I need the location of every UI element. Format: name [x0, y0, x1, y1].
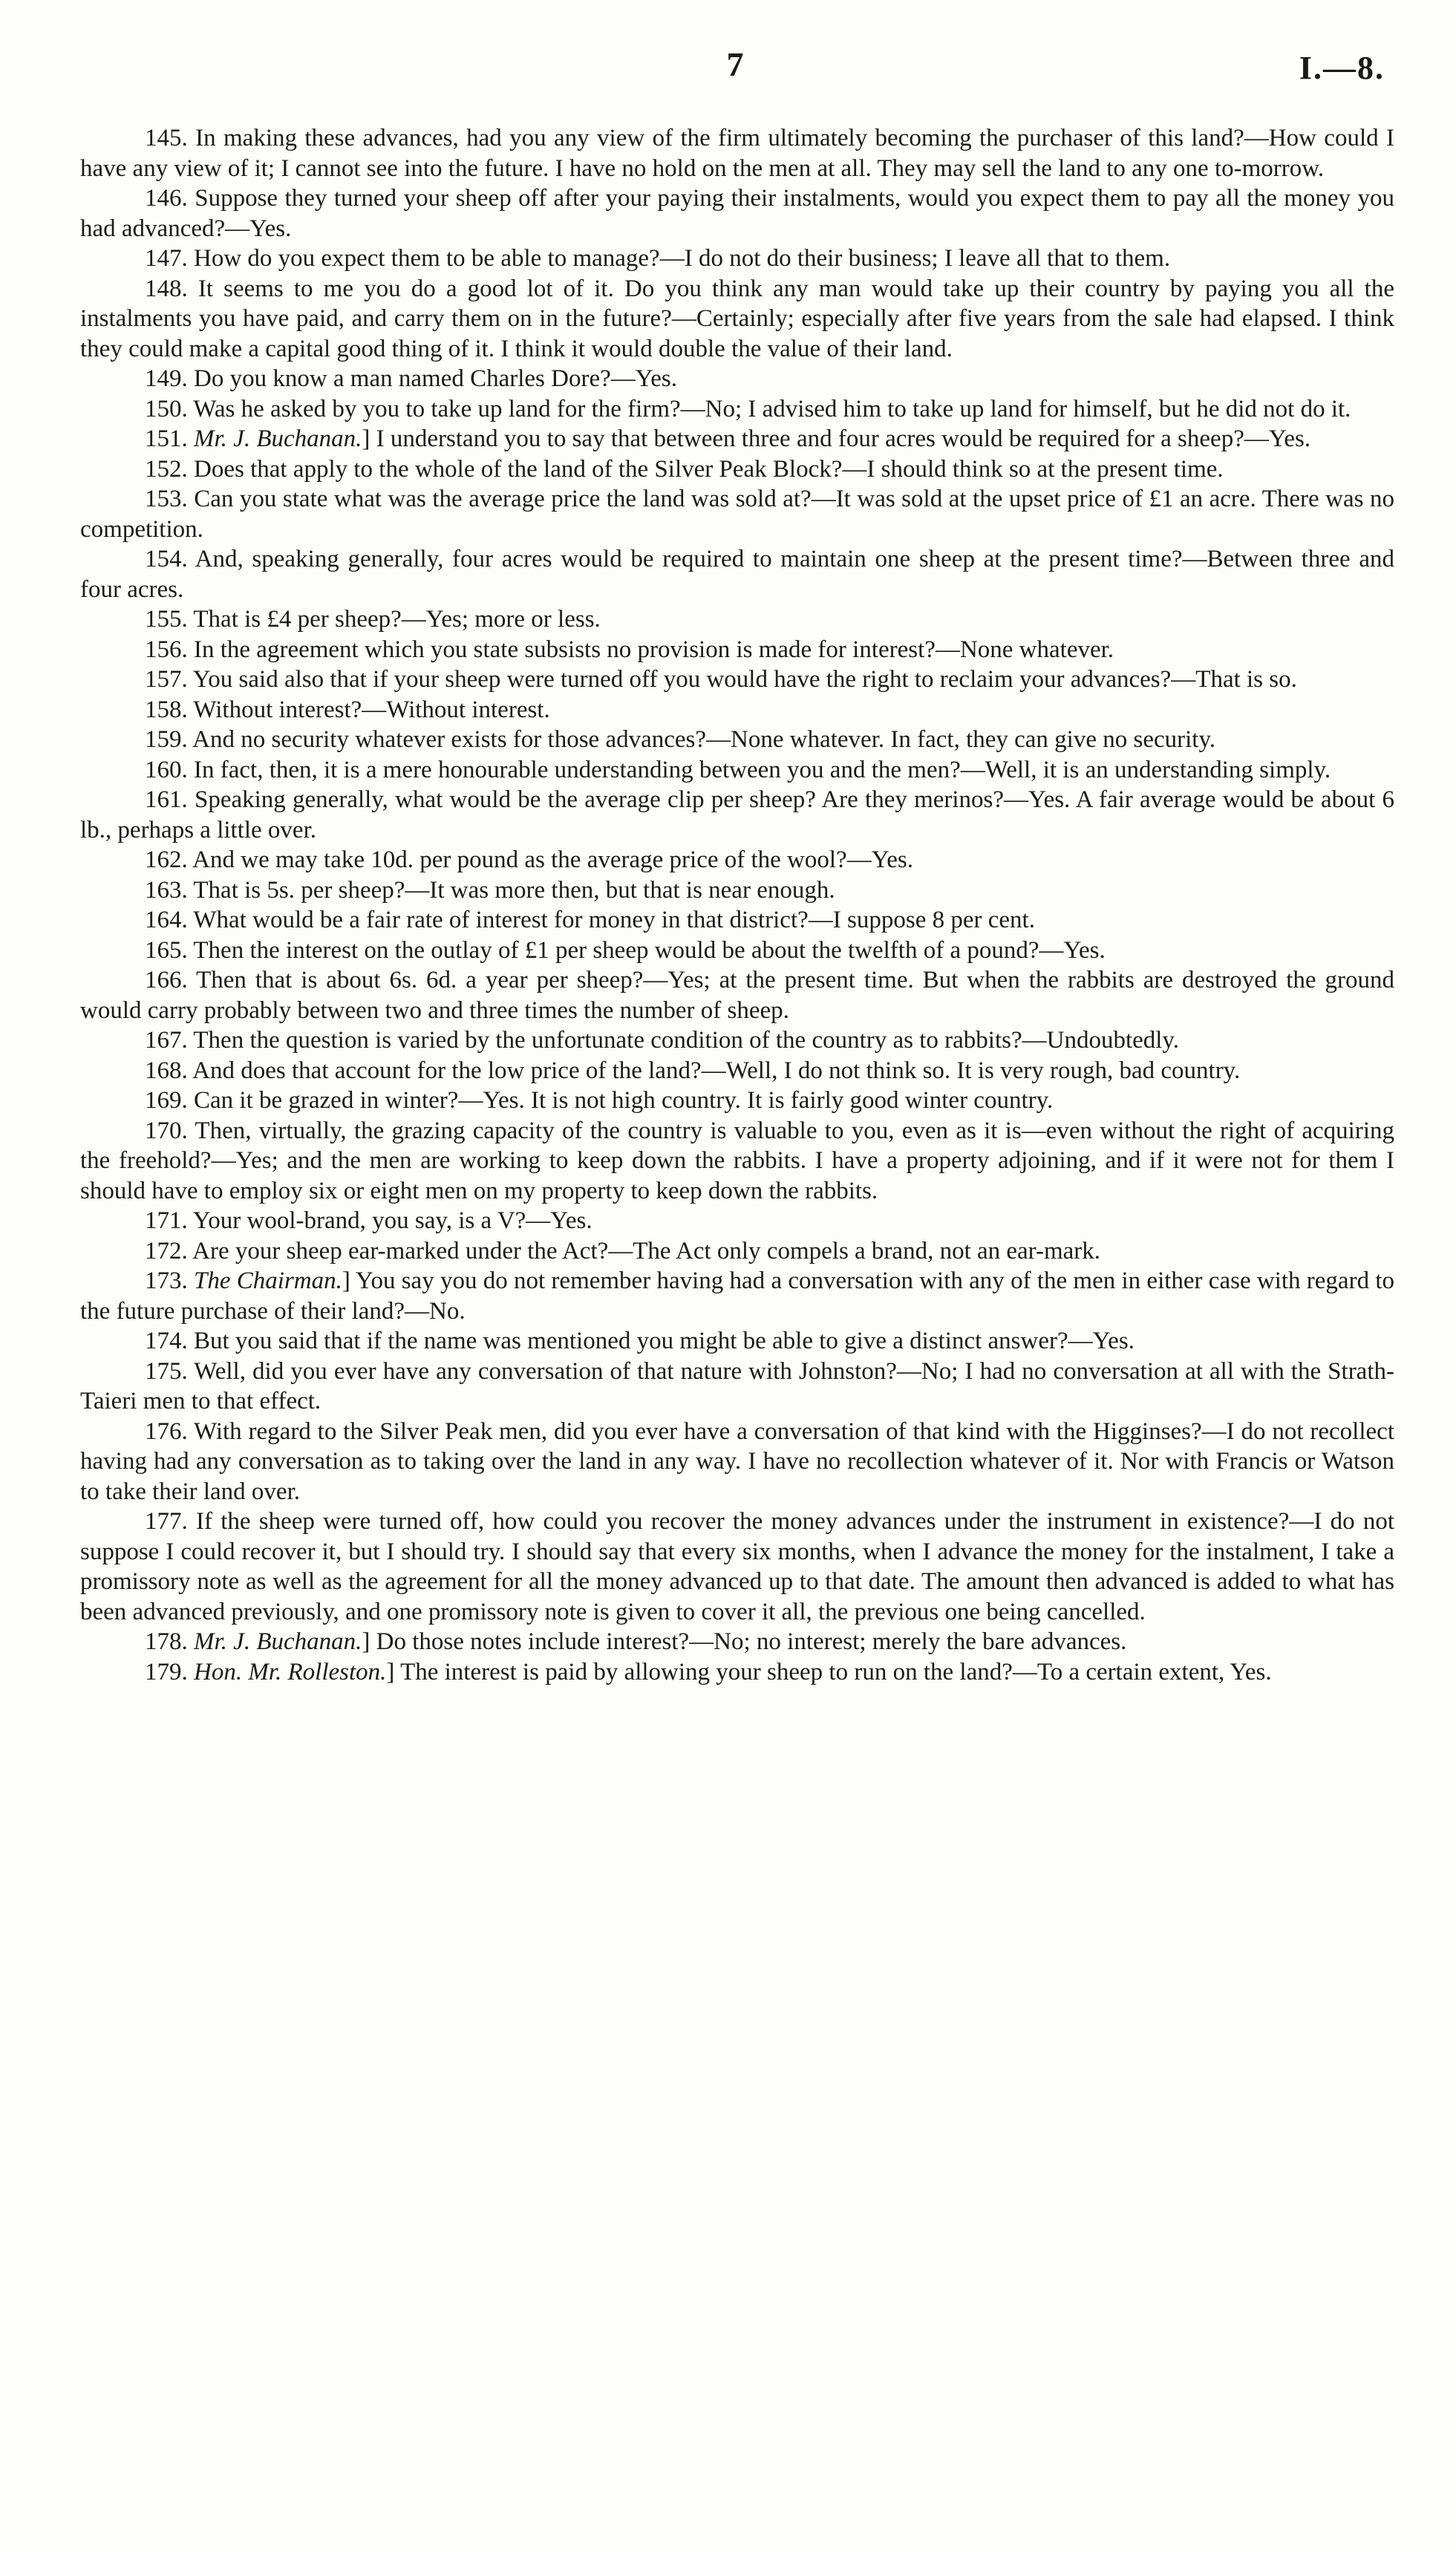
question-paragraph: 177. If the sheep were turned off, how could you recover the money advances under the instrument in existence?—I do not suppose I could recover it, but I should try. I should say that every six months, when I advance the money for the instalment, I take a promissory note as well as the agreement for all the money advanced up to that date. The amount then advanced is added to what has been advanced previously, and one promissory note is given to cover it all, the previous one being cancelled.	[80, 1508, 1394, 1625]
question-paragraph	[80, 1657, 1394, 1688]
question-paragraph	[80, 1266, 1394, 1326]
question-paragraph: 175. Well, did you ever have any conversation of that nature with Johnston?—No; I had no conversation at all with the Strath-Taieri men to that effect.	[80, 1357, 1394, 1414]
question-paragraph: 152. Does that apply to the whole of the land of the Silver Peak Block?—I should think so at the present time.	[145, 455, 1224, 483]
speaker-name: Mr. J. Buchanan.	[194, 425, 362, 452]
speaker-name: The Chairman.	[194, 1267, 342, 1294]
speaker-name: Hon. Mr. Rolleston.	[194, 1658, 387, 1685]
question-paragraph: 164. What would be a fair rate of interest for money in that district?—I suppose 8 per cent.	[145, 907, 1035, 933]
evidence-body	[80, 123, 1394, 1687]
question-text: ] I understand you to say that between three and four acres would be required for a sheep?—Yes.	[362, 425, 1311, 452]
question-paragraph: 174. But you said that if the name was mentioned you might be able to give a distinct answer?—Yes.	[145, 1328, 1135, 1354]
question-text: ] Do those notes include interest?—No; no interest; merely the bare advances.	[362, 1628, 1127, 1655]
question-paragraph: 171. Your wool-brand, you say, is a V?—Yes.	[145, 1207, 592, 1234]
speaker-name: Mr. J. Buchanan.	[194, 1628, 362, 1655]
question-paragraph: 167. Then the question is varied by the unfortunate condition of the country as to rabbits?—Undoubtedly.	[145, 1027, 1180, 1054]
question-text: ] You say you do not remember having had a conversation with any of the men in either case with regard to the future purchase of their land?—No.	[80, 1267, 1394, 1325]
question-paragraph	[80, 1627, 1394, 1657]
question-paragraph: 161. Speaking generally, what would be the average clip per sheep? Are they merinos?—Yes. A fair average would be about 6 lb., perhaps a little over.	[80, 786, 1394, 843]
page-number: 7	[726, 45, 744, 83]
question-paragraph: 150. Was he asked by you to take up land for the firm?—No; I advised him to take up land for himself, but he did not do it.	[145, 395, 1351, 422]
question-paragraph: 153. Can you state what was the average price the land was sold at?—It was sold at the upset price of £1 an acre. There was no competition.	[80, 486, 1394, 543]
question-paragraph: 147. How do you expect them to be able to manage?—I do not do their business; I leave all that to them.	[145, 245, 1171, 272]
document-reference: I.—8.	[1299, 50, 1385, 86]
question-paragraph: 160. In fact, then, it is a mere honourable understanding between you and the men?—Well, it is an understanding simply.	[145, 756, 1331, 783]
question-number: 173.	[145, 1267, 195, 1294]
question-number: 151.	[145, 425, 194, 452]
question-paragraph: 154. And, speaking generally, four acres would be required to maintain one sheep at the present time?—Between three and four acres.	[80, 546, 1394, 603]
question-paragraph: 163. That is 5s. per sheep?—It was more then, but that is near enough.	[145, 876, 835, 904]
question-text: ] The interest is paid by allowing your sheep to run on the land?—To a certain extent, Yes.	[386, 1658, 1272, 1685]
question-paragraph	[80, 424, 1394, 454]
question-paragraph: 149. Do you know a man named Charles Dore?—Yes.	[145, 365, 678, 392]
question-paragraph: 162. And we may take 10d. per pound as the average price of the wool?—Yes.	[145, 846, 913, 873]
question-paragraph: 176. With regard to the Silver Peak men, did you ever have a conversation of that kind with the Higginses?—I do not recollect having had any conversation as to taking over the land in any way. I have no recollection whatever of it. Nor with Francis or Watson to take their land over.	[80, 1417, 1394, 1505]
question-paragraph: 168. And does that account for the low price of the land?—Well, I do not think so. It is very rough, bad country.	[145, 1057, 1241, 1084]
question-paragraph: 158. Without interest?—Without interest.	[145, 696, 550, 723]
question-paragraph: 146. Suppose they turned your sheep off after your paying their instalments, would you expect them to pay all the money you had advanced?—Yes.	[80, 185, 1394, 242]
question-paragraph: 156. In the agreement which you state subsists no provision is made for interest?—None whatever.	[145, 636, 1114, 663]
question-paragraph: 165. Then the interest on the outlay of £1 per sheep would be about the twelfth of a pound?—Yes.	[145, 936, 1106, 964]
question-paragraph: 172. Are your sheep ear-marked under the Act?—The Act only compels a brand, not an ear-mark.	[145, 1237, 1101, 1264]
question-paragraph: 159. And no security whatever exists for those advances?—None whatever. In fact, they can give no security.	[145, 726, 1216, 753]
question-paragraph: 169. Can it be grazed in winter?—Yes. It is not high country. It is fairly good winter country.	[145, 1087, 1054, 1114]
question-number: 179.	[145, 1658, 194, 1685]
question-paragraph: 145. In making these advances, had you any view of the firm ultimately becoming the purchaser of this land?—How could I have any view of it; I cannot see into the future. I have no hold on the men at all. They may sell the land to any one to-morrow.	[80, 125, 1394, 182]
question-paragraph: 155. That is £4 per sheep?—Yes; more or less.	[145, 606, 601, 633]
question-paragraph: 166. Then that is about 6s. 6d. a year per sheep?—Yes; at the present time. But when the rabbits are destroyed the ground would carry probably between two and three times the number of sheep.	[80, 967, 1394, 1024]
question-paragraph: 170. Then, virtually, the grazing capacity of the country is valuable to you, even as it is—even without the right of acquiring the freehold?—Yes; and the men are working to keep down the rabbits. I have a property adjoining, and if it were not for them I should have to employ six or eight men on my property to keep down the rabbits.	[80, 1117, 1394, 1204]
question-paragraph: 157. You said also that if your sheep were turned off you would have the right to reclaim your advances?—That is so.	[145, 666, 1297, 693]
question-paragraph: 148. It seems to me you do a good lot of it. Do you think any man would take up their country by paying you all the instalments you have paid, and carry them on in the future?—Certainly; especially after five years from the sale had elapsed. I think they could make a capital good thing of it. I think it would double the value of their land.	[80, 275, 1394, 362]
question-number: 178.	[145, 1628, 194, 1655]
